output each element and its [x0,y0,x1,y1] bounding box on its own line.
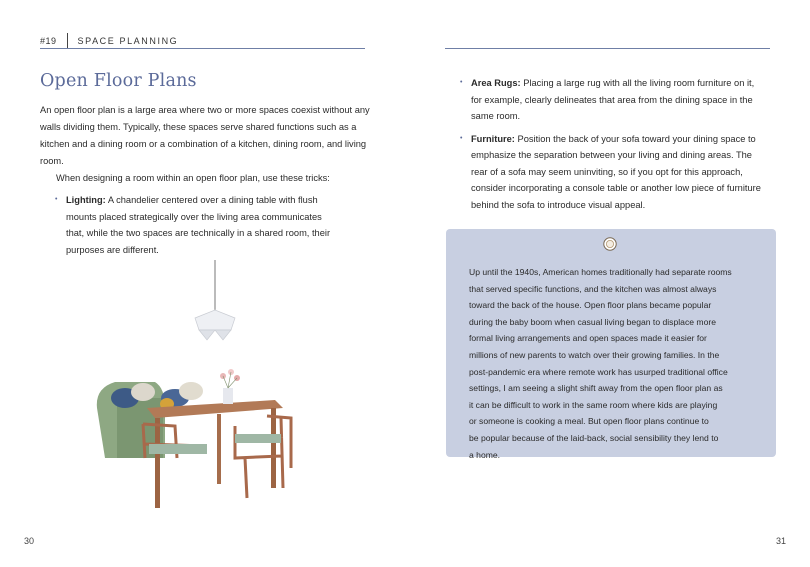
pin-badge-icon [603,237,617,251]
bullet-furniture [445,131,765,214]
intro-paragraph: An open floor plan is a large area where two or more spaces coexist without any walls dividing them. Typically, these spaces serve shared functions such as a kitchen and a dining room or a combination of a kitchen, dining room, and living room. [40,105,370,166]
section-heading: Open Floor Plans [40,71,197,91]
page-number: 30 [24,536,35,546]
right-bullet-list [445,75,765,219]
left-bullet-list [40,192,340,258]
header-divider [67,33,68,49]
bullet-lighting [40,192,340,258]
history-sidebar [446,229,776,460]
right-page [405,0,810,567]
header-rule [445,48,770,49]
bullet-label: Furniture: [471,133,515,144]
flower-vase-icon [220,369,240,404]
header-rule [40,48,365,49]
chair-seat [235,434,281,443]
bullet-text: Position the back of your sofa toward your dining space to emphasize the separation between your living and dining areas. The rear of a sofa may seem uninviting, so if you opt for this approach, consider incorporating a console table or another low piece of furniture behind the sofa to introduce visual appeal. [471,133,761,210]
chapter-number: #19 [40,36,57,46]
bullet-label: Area Rugs: [471,78,521,88]
tricks-intro: When designing a room within an open floor plan, use these tricks: [56,173,330,183]
dining-room-illustration [95,258,295,513]
bullet-label: Lighting: [66,195,106,205]
bullet-text: A chandelier centered over a dining table with flush mounts placed strategically over the living area communicates that, while the two spaces are technically in a shared room, their purposes are different. [66,195,331,255]
sidebar-text: Up until the 1940s, American homes traditionally had separate rooms that served specific functions, and the kitchen was almost always toward the back of the house. Open floor plans became popular during the baby boom when casual living began to displace more formal living arrangements and open spaces made it easier for millions of new parents to watch over their growing families. In the post-pandemic era where remote work has usurped traditional office settings, I am seeing a slight shift away from the open floor plan as it can be difficult to work in the same room where kids are playing or someone is cooking a meal. But open floor plans continue to be popular because of the laid-back, social sensibility they lend to a home. [469,267,732,460]
running-header [40,33,178,49]
pendant-lamp-icon [195,310,235,340]
chapter-title: SPACE PLANNING [77,36,179,46]
intro-text [40,102,370,187]
chair-seat [149,444,207,454]
bullet-text: Placing a large rug with all the living room furniture on it, for example, clearly delineates that area from the dining space in the same room. [471,78,755,121]
page-number: 31 [775,536,786,546]
bullet-area-rugs [445,75,765,125]
